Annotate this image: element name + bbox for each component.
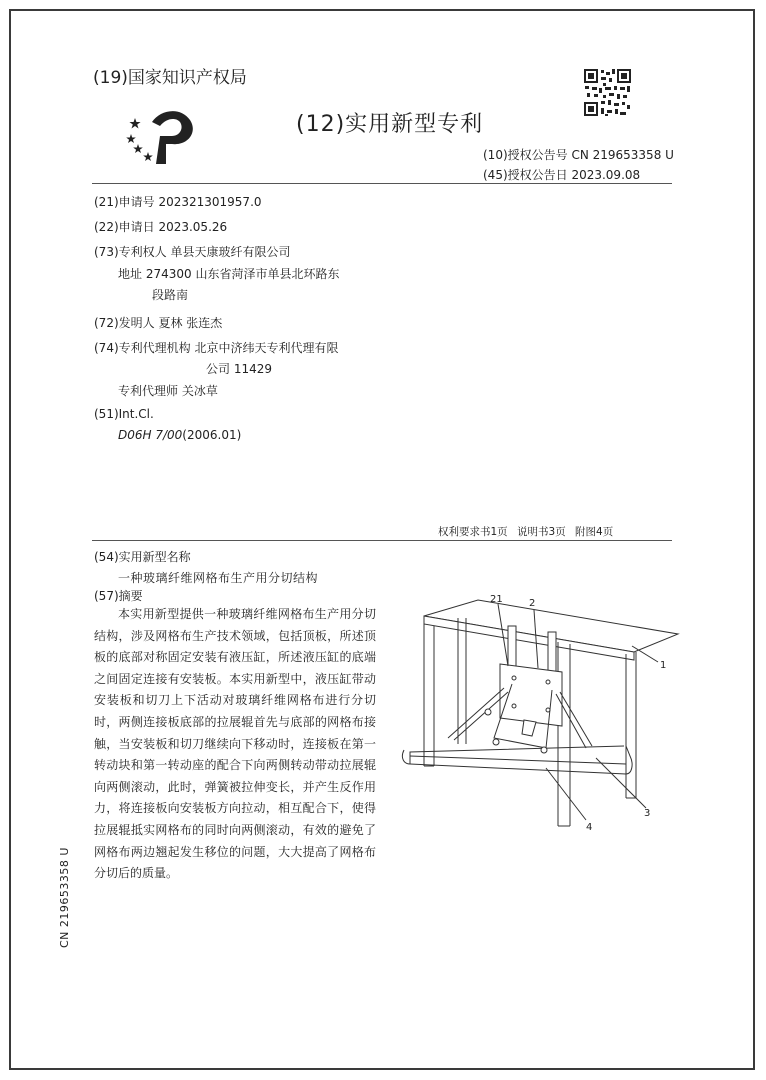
abstract-label: (57)摘要	[94, 589, 143, 603]
pivot	[541, 747, 547, 753]
vertical-publication-number: CN 219653358 U	[58, 847, 71, 948]
agency-line1: (74)专利代理机构 北京中济纬天专利代理有限	[94, 341, 339, 355]
invention-title: 一种玻璃纤维网格布生产用分切结构	[118, 571, 319, 585]
mounting-plate	[500, 664, 562, 726]
pivot	[485, 709, 491, 715]
abstract-text: 本实用新型提供一种玻璃纤维网格布生产用分切结构，涉及网格布生产技术领域，包括顶板，所述顶板的底部对称固定安装有液压缸，所述液压缸的底端之间固定连接有安装板。本实用新型中，液压缸带动安装板和切刀上下活动对玻璃纤维网格布进行分切时，两侧连接板底部的拉展辊首先与底部的网格布接触，当安装板和切刀继续向下移动时，连接板在第一转动块和第一转动座的配合下向两侧转动带动拉展辊向两侧滚动，此时，弹簧被拉伸变长，并产生反作用力，将连接板向安装板方向拉动，相互配合下，使得拉展辊抵实网格布的同时向两侧滚动，有效的避免了网格布两边翘起发生移位的问题，大大提高了网格布分切后的质量。	[94, 607, 376, 881]
page-counts: 权利要求书1页 说明书3页 附图4页	[438, 526, 614, 538]
section-divider	[92, 540, 672, 541]
leg-back-right	[626, 652, 636, 798]
agency-line2: 公司 11429	[206, 362, 272, 376]
connecting-plate-left	[448, 688, 508, 740]
abstract-body	[94, 604, 376, 885]
address-line2: 段路南	[152, 288, 189, 302]
cutter-blade	[522, 720, 536, 736]
patent-agent: 专利代理师 关冰草	[118, 384, 218, 398]
application-date: (22)申请日 2023.05.26	[94, 220, 228, 234]
application-number: (21)申请号 202321301957.0	[94, 195, 262, 209]
figure-label-2: 2	[529, 598, 536, 609]
figure-label-4: 4	[586, 822, 593, 833]
publication-number: (10)授权公告号 CN 219653358 U	[483, 148, 674, 162]
patent-drawing	[396, 588, 686, 838]
pivot	[493, 739, 499, 745]
patentee: (73)专利权人 单县天康玻纤有限公司	[94, 245, 291, 259]
leg-front-right	[558, 642, 570, 826]
intcl-label: (51)Int.Cl.	[94, 407, 154, 421]
hydraulic-cylinder-right	[548, 632, 556, 672]
qr-code-icon	[583, 68, 632, 117]
figure-label-1: 1	[660, 660, 667, 671]
intcl-classification	[118, 428, 241, 442]
address-line1: 地址 274300 山东省菏泽市单县北环路东	[118, 267, 340, 281]
hydraulic-cylinder-left	[508, 626, 516, 666]
document-type: (12)实用新型专利	[296, 112, 484, 137]
publication-date: (45)授权公告日 2023.09.08	[483, 168, 641, 182]
office-name: (19)国家知识产权局	[93, 68, 247, 88]
intcl-version: (2006.01)	[182, 428, 242, 442]
intcl-code: D06H 7/00	[118, 428, 183, 442]
header-divider	[92, 183, 672, 184]
inventors: (72)发明人 夏林 张连杰	[94, 316, 223, 330]
figure-label-21: 21	[490, 594, 503, 605]
office-logo-icon	[126, 108, 198, 168]
leg-front-left	[424, 624, 434, 766]
figure-label-3: 3	[644, 808, 651, 819]
title-label: (54)实用新型名称	[94, 550, 191, 564]
leader-line	[546, 768, 586, 820]
